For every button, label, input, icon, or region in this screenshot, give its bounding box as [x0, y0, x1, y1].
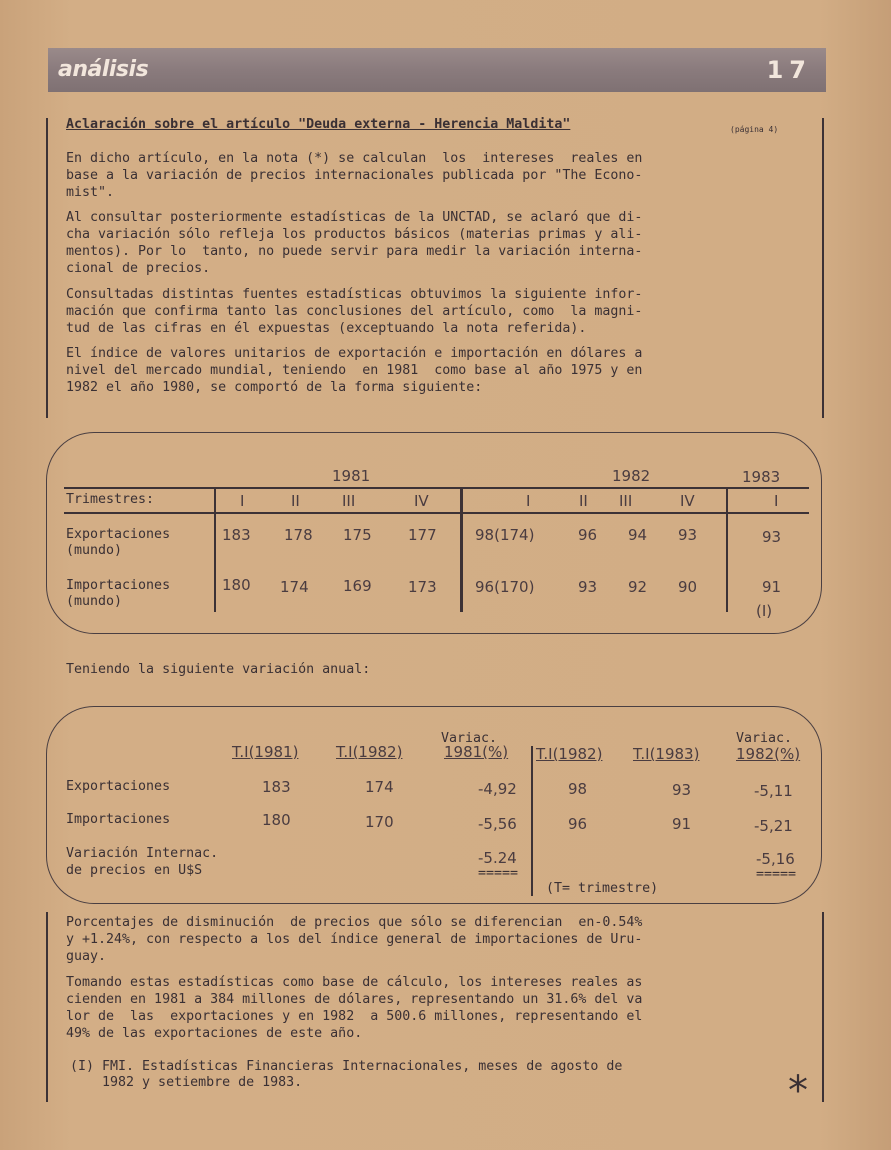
quarter-header: II — [291, 492, 300, 510]
table-cell: 93 — [578, 578, 598, 596]
row-sublabel: (mundo) — [66, 594, 123, 609]
text-line: El índice de valores unitarios de exportación e importación en dólares a — [66, 346, 643, 361]
table-cell: 96 — [578, 526, 598, 544]
quarter-header: III — [619, 492, 633, 510]
table-cell: -5,21 — [754, 817, 793, 835]
row-label: Variación Internac. — [66, 846, 219, 861]
year-label: 1982 — [612, 467, 651, 485]
note-title-ref: (página 4) — [730, 125, 779, 134]
table-legend: (T= trimestre) — [546, 881, 659, 896]
table-cell: 98 — [568, 780, 588, 798]
table-cell: 92 — [628, 578, 648, 596]
table-cell: 96(170) — [475, 578, 535, 596]
double-rule: ===== — [478, 866, 519, 881]
table-rule — [214, 487, 216, 612]
note-right-rule — [822, 118, 824, 418]
note-left-rule — [46, 118, 48, 418]
text-line: Al consultar posteriormente estadísticas de la UNCTAD, se aclaró que di- — [66, 210, 643, 225]
column-header: T.I(1981) — [232, 743, 299, 761]
row-label: Exportaciones — [66, 527, 171, 542]
table-cell: -4,92 — [478, 780, 517, 798]
text-line: mentos). Por lo tanto, no puede servir para medir la variación interna- — [66, 244, 643, 259]
table-cell: 93 — [762, 528, 782, 546]
row-label: Importaciones — [66, 578, 171, 593]
text-line: 1982 el año 1980, se comportó de la forma siguiente: — [66, 380, 483, 395]
table-cell: 173 — [408, 578, 437, 596]
column-header: T.I(1982) — [536, 745, 603, 763]
table-cell: 94 — [628, 526, 648, 544]
text-line: 49% de las exportaciones de este año. — [66, 1026, 363, 1041]
table-cell: 91 — [762, 578, 782, 596]
table-cell: 174 — [280, 578, 309, 596]
table-cell: 183 — [262, 778, 291, 796]
text-line: (I) FMI. Estadísticas Financieras Internacionales, meses de agosto de — [70, 1059, 623, 1074]
table-cell: 180 — [262, 811, 291, 829]
table-cell: -5,16 — [756, 850, 795, 868]
end-mark: * — [788, 1068, 808, 1114]
text-line: cha variación sólo refleja los productos básicos (materias primas y ali- — [66, 227, 643, 242]
quarter-header: IV — [414, 492, 429, 510]
table-cell: 175 — [343, 526, 372, 544]
text-line: nivel del mercado mundial, teniendo en 1981 como base al año 1975 y en — [66, 363, 643, 378]
table-rule — [64, 487, 809, 489]
row-label: de precios en U$S — [66, 863, 203, 878]
column-header: T.I(1982) — [336, 743, 403, 761]
table-cell: 90 — [678, 578, 698, 596]
text-line: guay. — [66, 949, 107, 964]
column-header: 1981(%) — [444, 743, 509, 761]
table-cell: 170 — [365, 813, 394, 831]
year-label: 1981 — [332, 467, 371, 485]
conclusion-right-rule — [822, 912, 824, 1102]
quarter-header: II — [579, 492, 588, 510]
text-line: cienden en 1981 a 384 millones de dólares, representando un 31.6% del va — [66, 992, 643, 1007]
year-label: 1983 — [742, 468, 781, 486]
table-rule — [726, 487, 728, 612]
quarter-header: I — [240, 492, 245, 510]
table-cell: 93 — [678, 526, 698, 544]
table-rule — [64, 512, 809, 514]
table-cell: 169 — [343, 577, 372, 595]
column-header: Variac. — [441, 731, 498, 746]
conclusion-left-rule — [46, 912, 48, 1102]
quarter-header: IV — [680, 492, 695, 510]
table-cell: 91 — [672, 815, 692, 833]
text-line: tud de las cifras en él expuestas (exceptuando la nota referida). — [66, 321, 587, 336]
text-line: mación que confirma tanto las conclusiones del artículo, como la magni- — [66, 304, 643, 319]
section-banner — [48, 48, 826, 92]
text-line: lor de las exportaciones y en 1982 a 500.6 millones, representando el — [66, 1009, 643, 1024]
double-rule: ===== — [756, 867, 797, 882]
row-label: Importaciones — [66, 812, 171, 827]
table-cell: 96 — [568, 815, 588, 833]
column-header: Variac. — [736, 731, 793, 746]
table-cell: 93 — [672, 781, 692, 799]
text-line: mist". — [66, 185, 115, 200]
table-cell: 98(174) — [475, 526, 535, 544]
column-header: 1982(%) — [736, 745, 801, 763]
table-cell: -5,11 — [754, 782, 793, 800]
quarter-header: III — [342, 492, 356, 510]
table-cell: -5,56 — [478, 815, 517, 833]
table-cell: 180 — [222, 576, 251, 594]
text-line: En dicho artículo, en la nota (*) se calculan los intereses reales en — [66, 151, 643, 166]
table-cell: -5.24 — [478, 849, 517, 867]
text-line: base a la variación de precios internacionales publicada por "The Econo- — [66, 168, 643, 183]
table-cell: 178 — [284, 526, 313, 544]
row-header: Trimestres: — [66, 492, 155, 507]
text-line: cional de precios. — [66, 261, 211, 276]
footnote-mark: (I) — [756, 602, 773, 620]
quarter-header: I — [526, 492, 531, 510]
text-line: Tomando estas estadísticas como base de cálculo, los intereses reales as — [66, 975, 643, 990]
page-number: 17 — [766, 56, 812, 84]
table-cell: 174 — [365, 778, 394, 796]
table2-intro: Teniendo la siguiente variación anual: — [66, 662, 371, 677]
column-header: T.I(1983) — [633, 745, 700, 763]
section-title: análisis — [58, 57, 149, 82]
table-cell: 177 — [408, 526, 437, 544]
row-sublabel: (mundo) — [66, 543, 123, 558]
note-title: Aclaración sobre el artículo "Deuda externa - Herencia Maldita" — [66, 117, 571, 132]
row-label: Exportaciones — [66, 779, 171, 794]
text-line: Consultadas distintas fuentes estadísticas obtuvimos la siguiente infor- — [66, 287, 643, 302]
text-line: y +1.24%, con respecto a los del índice general de importaciones de Uru- — [66, 932, 643, 947]
table-rule — [460, 487, 463, 612]
quarter-header: I — [774, 492, 779, 510]
text-line: Porcentajes de disminución de precios que sólo se diferencian en-0.54% — [66, 915, 643, 930]
table-rule — [531, 746, 533, 896]
table-cell: 183 — [222, 526, 251, 544]
text-line: 1982 y setiembre de 1983. — [70, 1075, 303, 1090]
